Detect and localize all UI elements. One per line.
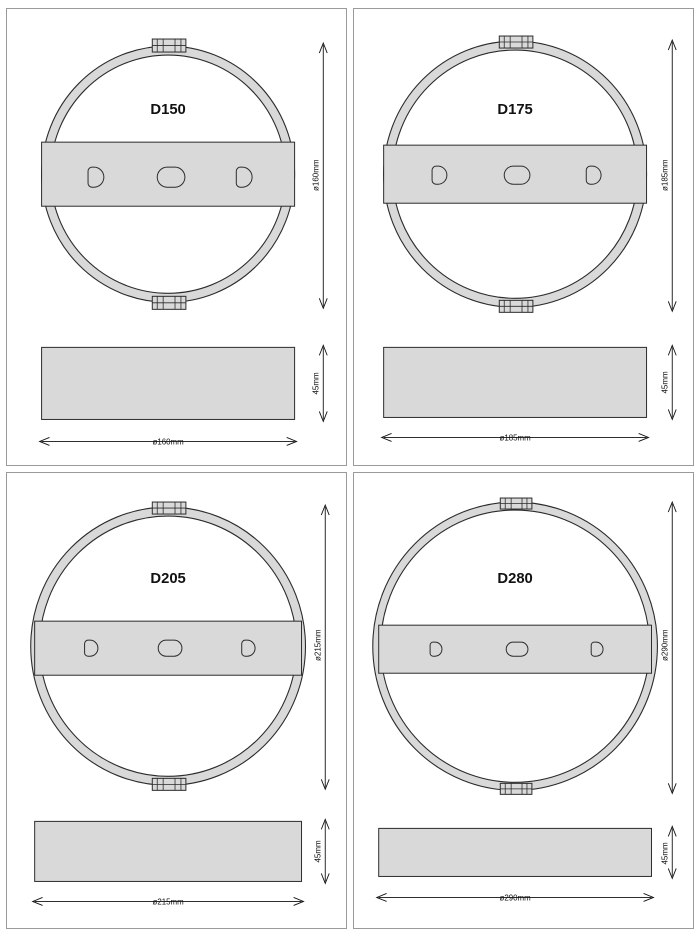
clip-top bbox=[500, 498, 532, 509]
slot-center bbox=[158, 640, 182, 656]
clip-bottom bbox=[499, 300, 533, 312]
side-view-rect bbox=[379, 828, 652, 876]
horizontal-dimension-label: ø290mm bbox=[499, 892, 531, 902]
horizontal-dimension bbox=[382, 433, 649, 442]
panel-label: D205 bbox=[150, 569, 186, 587]
slot-center bbox=[506, 642, 528, 656]
clip-top bbox=[152, 39, 186, 52]
ring-assembly bbox=[373, 498, 658, 794]
slot-center bbox=[504, 166, 530, 184]
panel-d175 bbox=[353, 8, 694, 466]
vertical-dimension bbox=[660, 40, 676, 311]
height-dimension-label: 45mm bbox=[660, 841, 670, 865]
horizontal-dimension bbox=[40, 437, 297, 446]
clip-bottom bbox=[152, 296, 186, 309]
height-dimension-label: 45mm bbox=[313, 839, 323, 863]
figure-d205 bbox=[7, 473, 346, 929]
figure-d280 bbox=[354, 473, 693, 929]
panel-label: D280 bbox=[497, 569, 533, 587]
vertical-dimension bbox=[311, 43, 327, 308]
height-dimension bbox=[660, 345, 676, 419]
slot-right bbox=[236, 167, 252, 187]
vertical-dimension bbox=[660, 502, 676, 793]
vertical-dimension-label: ø185mm bbox=[660, 159, 670, 191]
horizontal-dimension-label: ø160mm bbox=[152, 437, 184, 447]
slot-right bbox=[586, 166, 601, 184]
ring-assembly bbox=[42, 39, 295, 309]
slot-right bbox=[242, 640, 255, 656]
panel-label: D150 bbox=[150, 101, 186, 119]
clip-bottom bbox=[152, 778, 186, 790]
slot-center bbox=[157, 167, 185, 187]
panel-d205 bbox=[6, 472, 347, 930]
horizontal-dimension bbox=[377, 893, 654, 902]
vertical-dimension bbox=[313, 505, 329, 789]
height-dimension bbox=[660, 826, 676, 878]
slot-left bbox=[85, 640, 98, 656]
ring-assembly bbox=[384, 36, 647, 312]
height-dimension bbox=[311, 345, 327, 421]
side-view-rect bbox=[35, 821, 302, 881]
horizontal-dimension-label: ø185mm bbox=[499, 433, 531, 443]
slot-left bbox=[430, 642, 442, 656]
panel-label: D175 bbox=[497, 101, 533, 119]
side-view-rect bbox=[42, 347, 295, 419]
panel-d280 bbox=[353, 472, 694, 930]
clip-top bbox=[499, 36, 533, 48]
horizontal-dimension-label: ø215mm bbox=[152, 896, 184, 906]
ring-assembly bbox=[31, 502, 306, 790]
figure-d175 bbox=[354, 9, 693, 465]
panel-d150 bbox=[6, 8, 347, 466]
vertical-dimension-label: ø215mm bbox=[313, 628, 323, 661]
vertical-dimension-label: ø160mm bbox=[311, 159, 321, 191]
slot-left bbox=[88, 167, 104, 187]
height-dimension bbox=[313, 819, 329, 883]
figure-d150 bbox=[7, 9, 346, 465]
clip-bottom bbox=[500, 783, 532, 794]
clip-top bbox=[152, 502, 186, 514]
horizontal-dimension bbox=[33, 897, 304, 906]
vertical-dimension-label: ø290mm bbox=[660, 628, 670, 661]
height-dimension-label: 45mm bbox=[660, 371, 670, 394]
height-dimension-label: 45mm bbox=[311, 372, 321, 395]
slot-left bbox=[432, 166, 447, 184]
slot-right bbox=[591, 642, 603, 656]
side-view-rect bbox=[384, 347, 647, 417]
